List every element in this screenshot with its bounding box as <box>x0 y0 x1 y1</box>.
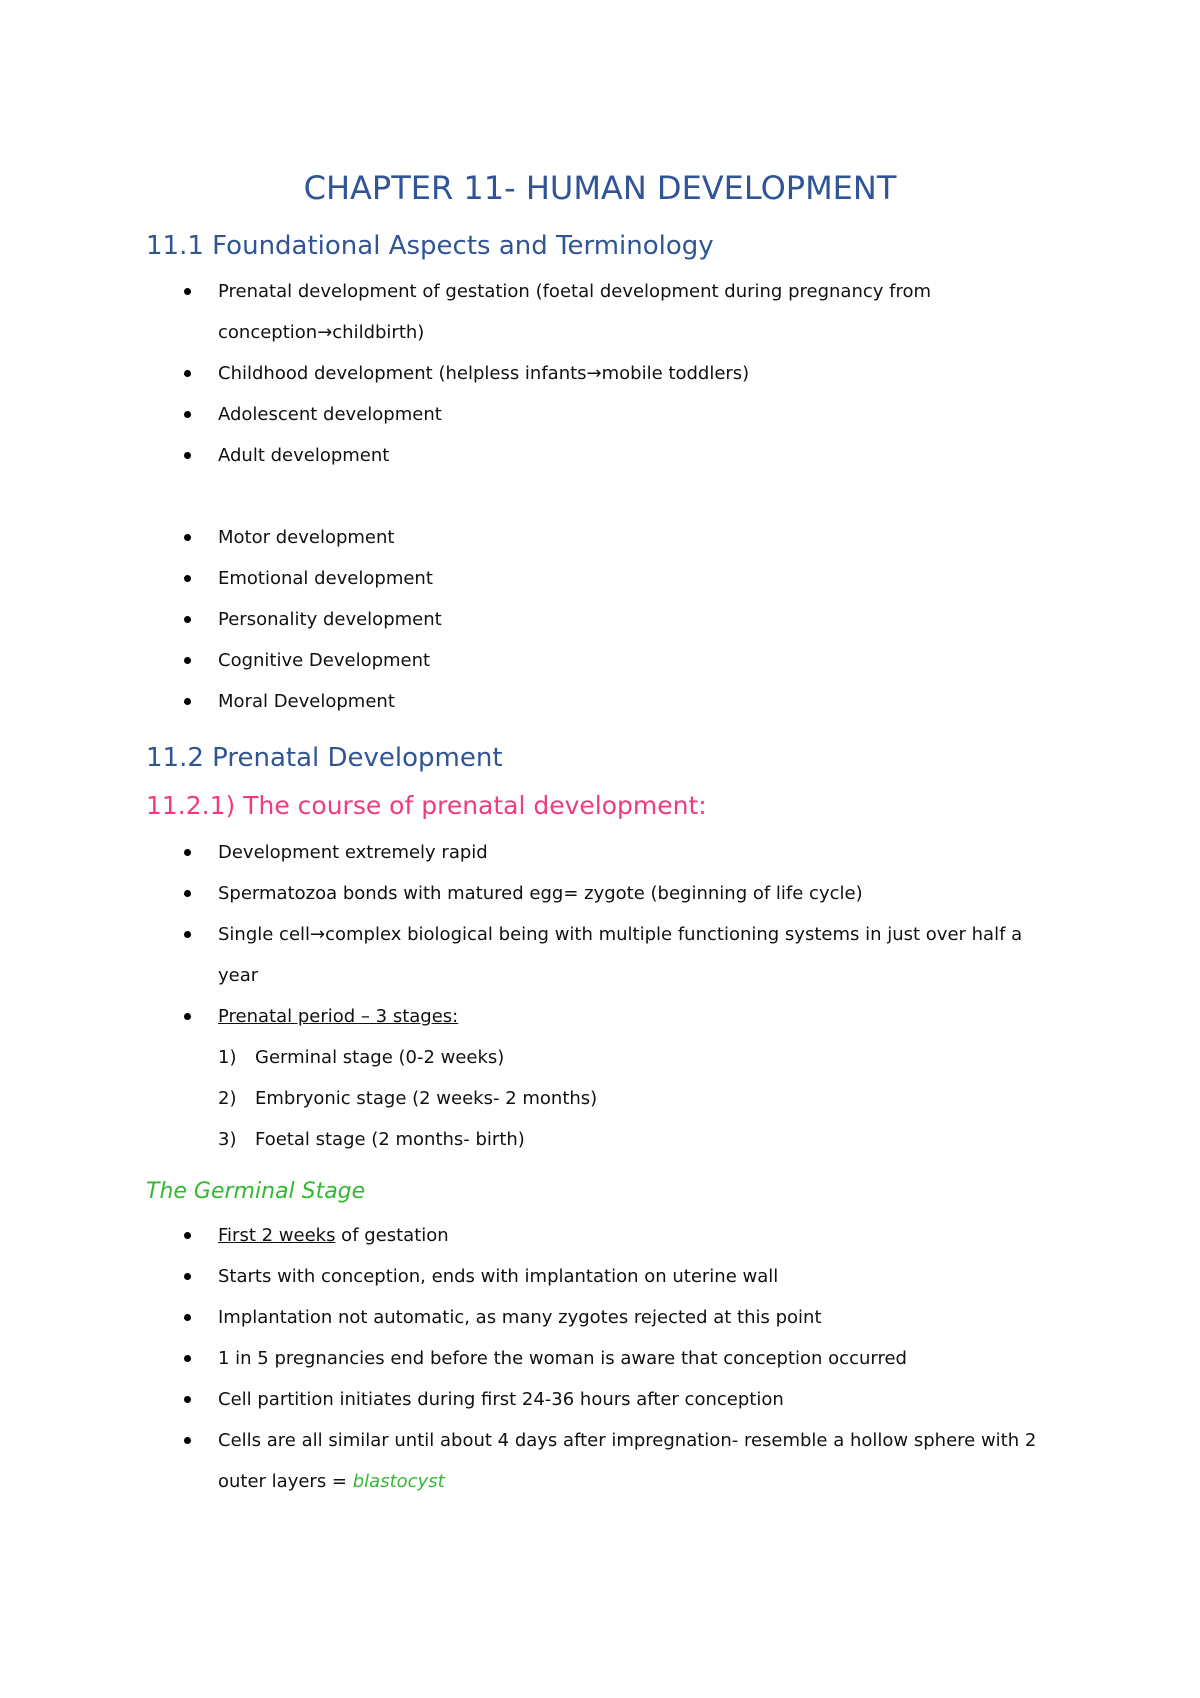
list-item: Prenatal development of gestation (foetal development during pregnancy from conception→childbirth) <box>0 271 1038 353</box>
list-item: Cognitive Development <box>0 640 1038 681</box>
list-item: Personality development <box>0 599 1038 640</box>
list-item: Spermatozoa bonds with matured egg= zygote (beginning of life cycle) <box>0 873 1038 914</box>
list-item: 1) Germinal stage (0-2 weeks) <box>218 1047 505 1068</box>
prenatal-course-list <box>0 832 1200 1037</box>
list-item: 2) Embryonic stage (2 weeks- 2 months) <box>218 1088 598 1109</box>
list-item: Development extremely rapid <box>0 832 1038 873</box>
bullet-icon <box>184 452 191 459</box>
bullet-icon <box>184 1355 191 1362</box>
section-heading-11-1: 11.1 Foundational Aspects and Terminology <box>146 231 714 261</box>
list-item: Adolescent development <box>0 394 1038 435</box>
terminology-list-a <box>0 271 1200 476</box>
bullet-icon <box>184 1314 191 1321</box>
stages-heading: Prenatal period – 3 stages: <box>218 1006 459 1027</box>
bullet-icon <box>184 1232 191 1239</box>
blastocyst-term: blastocyst <box>352 1471 445 1492</box>
section-heading-11-2: 11.2 Prenatal Development <box>146 743 503 773</box>
bullet-icon <box>184 890 191 897</box>
terminology-list-b <box>0 517 1200 722</box>
list-item: Childhood development (helpless infants→mobile toddlers) <box>0 353 1038 394</box>
list-item: Motor development <box>0 517 1038 558</box>
bullet-icon <box>184 931 191 938</box>
subsection-heading-11-2-1: 11.2.1) The course of prenatal development: <box>146 791 707 820</box>
list-item: Adult development <box>0 435 1038 476</box>
list-item: 3) Foetal stage (2 months- birth) <box>218 1129 525 1150</box>
chapter-title: CHAPTER 11- HUMAN DEVELOPMENT <box>303 169 897 207</box>
bullet-icon <box>184 1396 191 1403</box>
germinal-stage-heading: The Germinal Stage <box>146 1179 366 1204</box>
bullet-icon <box>184 288 191 295</box>
prenatal-stages-list <box>0 1037 1200 1160</box>
list-item: Cells are all similar until about 4 days after impregnation- resemble a hollow sphere with 2 outer layers = blastocyst <box>0 1420 1038 1502</box>
list-item: Cell partition initiates during first 24-36 hours after conception <box>0 1379 1038 1420</box>
bullet-icon <box>184 1437 191 1444</box>
list-item: Single cell→complex biological being with multiple functioning systems in just over half a year <box>0 914 1038 996</box>
bullet-icon <box>184 575 191 582</box>
bullet-icon <box>184 534 191 541</box>
bullet-icon <box>184 1013 191 1020</box>
bullet-icon <box>184 1273 191 1280</box>
list-item: Emotional development <box>0 558 1038 599</box>
bullet-icon <box>184 411 191 418</box>
list-item: Starts with conception, ends with implantation on uterine wall <box>0 1256 1038 1297</box>
list-item: Moral Development <box>0 681 1038 722</box>
germinal-stage-list <box>0 1215 1200 1502</box>
bullet-icon <box>184 849 191 856</box>
bullet-icon <box>184 698 191 705</box>
bullet-icon <box>184 370 191 377</box>
list-item: Implantation not automatic, as many zygotes rejected at this point <box>0 1297 1038 1338</box>
list-item: First 2 weeks of gestation <box>0 1215 1038 1256</box>
list-item: 1 in 5 pregnancies end before the woman is aware that conception occurred <box>0 1338 1038 1379</box>
list-item <box>0 996 1038 1037</box>
bullet-icon <box>184 657 191 664</box>
bullet-icon <box>184 616 191 623</box>
